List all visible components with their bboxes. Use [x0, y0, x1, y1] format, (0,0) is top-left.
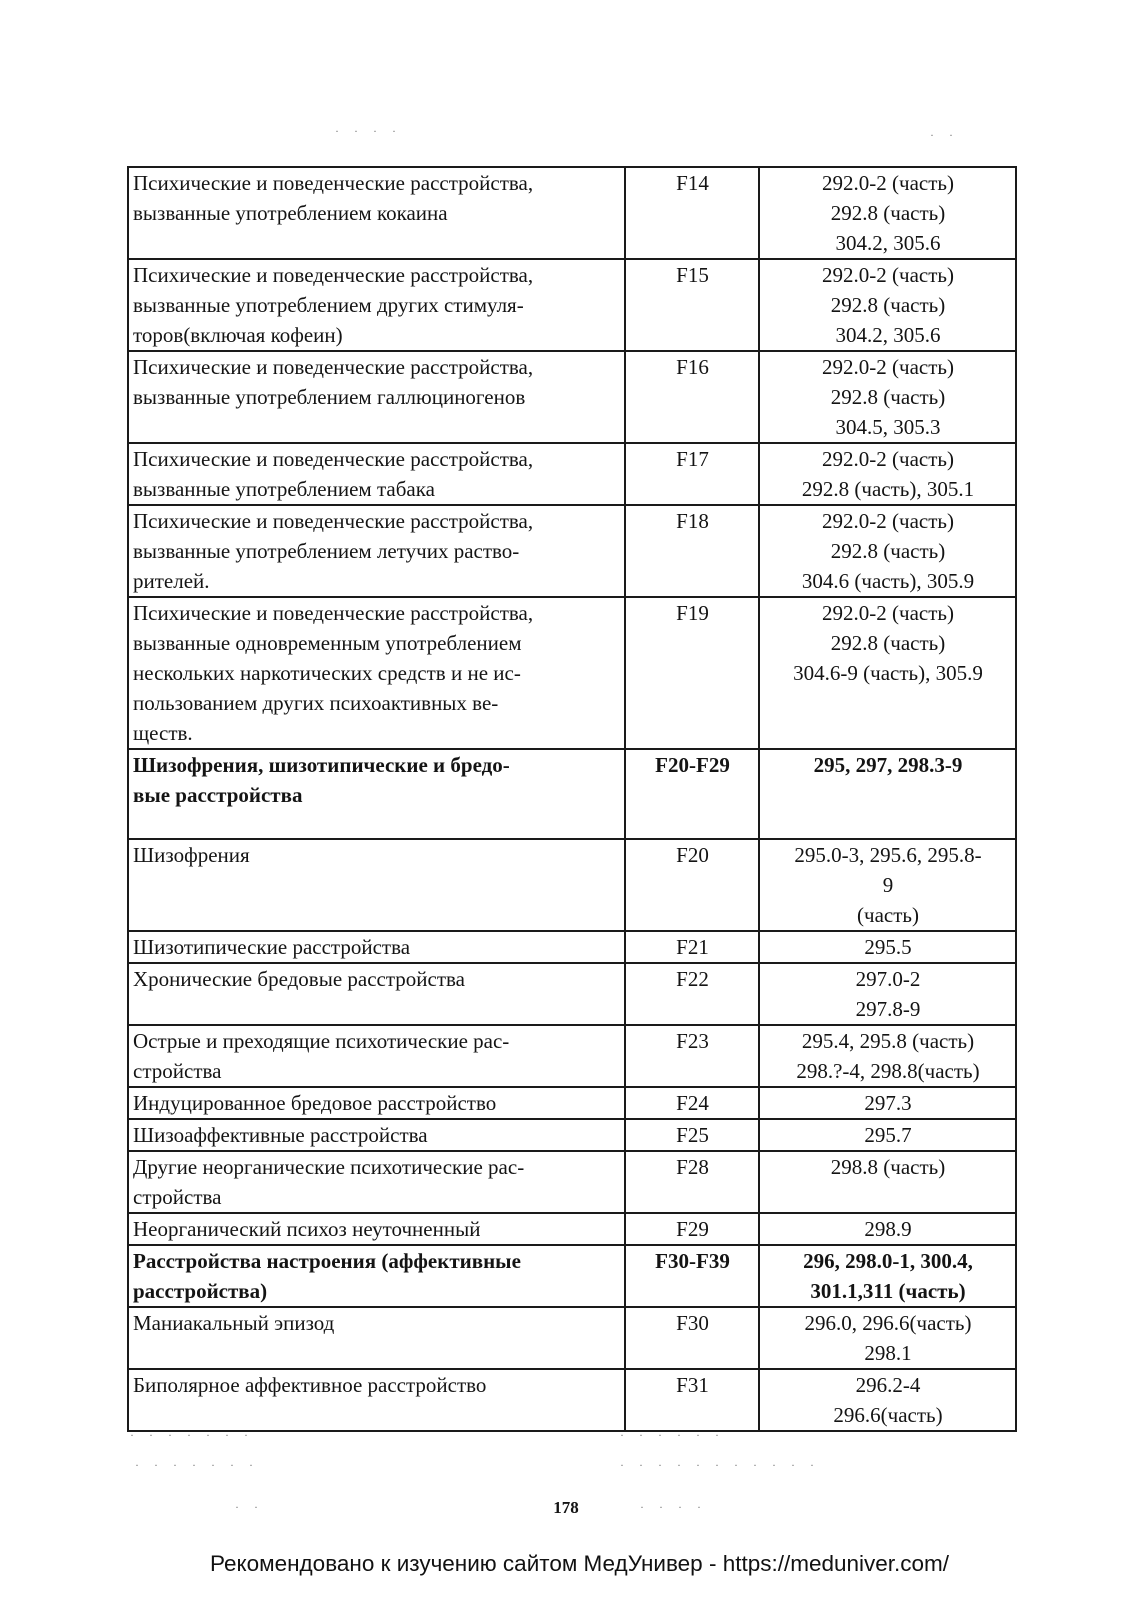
scan-speck: · · · · · · · [130, 1428, 254, 1442]
cell-text-line: Психические и поведенческие расстройства, [133, 447, 534, 471]
icd9-code-cell [759, 167, 1016, 259]
cell-text-line: Другие неорганические психотические рас- [133, 1155, 525, 1179]
icd9-code-cell [759, 351, 1016, 443]
cell-text-line: 292.0-2 (часть) [822, 171, 954, 195]
cell-text-line: 301.1,311 (часть) [810, 1279, 966, 1303]
cell-text-line: нескольких наркотических средств и не ис- [133, 661, 521, 685]
cell-text-line: 292.0-2 (часть) [822, 355, 954, 379]
footer-recommendation: Рекомендовано к изучению сайтом МедУнивер - https://meduniver.com/ [210, 1551, 950, 1576]
diagnosis-name-cell [128, 749, 625, 839]
icd9-code-cell [759, 1307, 1016, 1369]
diagnosis-name-cell [128, 1151, 625, 1213]
table-row [128, 1369, 1016, 1431]
cell-text-line: 296.0, 296.6(часть) [804, 1311, 972, 1335]
cell-text-line: 295, 297, 298.3-9 [813, 753, 963, 777]
cell-text-line: вызванные употреблением других стимуля- [133, 293, 524, 317]
diagnosis-name-cell [128, 1087, 625, 1119]
scan-speck: · · [235, 1500, 264, 1514]
cell-text-line: 292.8 (часть) [830, 201, 946, 225]
table-row [128, 1151, 1016, 1213]
cell-text-line: F14 [676, 171, 709, 195]
table-row [128, 505, 1016, 597]
diagnosis-name-cell [128, 167, 625, 259]
diagnosis-name-cell [128, 1213, 625, 1245]
icd10-code-cell [625, 351, 759, 443]
cell-text-line: F15 [676, 263, 709, 287]
cell-text-line: рителей. [133, 569, 210, 593]
cell-text-line: 292.8 (часть) [830, 539, 946, 563]
cell-text-line: 292.0-2 (часть) [822, 601, 954, 625]
icd10-code-cell [625, 1307, 759, 1369]
icd9-code-cell [759, 1087, 1016, 1119]
cell-text-line: 304.2, 305.6 [835, 231, 941, 255]
table-body [128, 167, 1016, 1431]
icd10-code-cell [625, 1245, 759, 1307]
icd9-code-cell [759, 839, 1016, 931]
cell-text-line: (часть) [857, 903, 919, 927]
icd10-code-cell [625, 931, 759, 963]
cell-text-line: 292.8 (часть) [830, 631, 946, 655]
icd10-code-cell [625, 443, 759, 505]
cell-text-line: F17 [676, 447, 709, 471]
diagnosis-name-cell [128, 597, 625, 749]
cell-text-line: 297.8-9 [855, 997, 921, 1021]
cell-text-line: 295.0-3, 295.6, 295.8- [794, 843, 982, 867]
cell-text-line: F29 [676, 1217, 709, 1241]
cell-text-line: Шизофрения, шизотипические и бредо- [133, 753, 510, 777]
diagnosis-name-cell [128, 1119, 625, 1151]
cell-text-line: F20 [676, 843, 709, 867]
cell-text-line: вые расстройства [133, 783, 303, 807]
cell-text-line: Неорганический психоз неуточненный [133, 1217, 481, 1241]
cell-text-line: F28 [676, 1155, 709, 1179]
diagnosis-name-cell [128, 1025, 625, 1087]
diagnosis-name-cell [128, 259, 625, 351]
cell-text-line: расстройства) [133, 1279, 268, 1303]
cell-text-line: вызванные одновременным употреблением [133, 631, 522, 655]
cell-text-line: F30-F39 [655, 1249, 730, 1273]
icd9-code-cell [759, 1151, 1016, 1213]
cell-text-line: 292.8 (часть) [830, 385, 946, 409]
cell-text-line: 298.8 (часть) [830, 1155, 946, 1179]
icd10-code-cell [625, 839, 759, 931]
icd10-code-cell [625, 1213, 759, 1245]
cell-text-line: 298.9 [864, 1217, 912, 1241]
icd9-code-cell [759, 1245, 1016, 1307]
cell-text-line: стройства [133, 1185, 222, 1209]
diagnosis-name-cell [128, 931, 625, 963]
table-row [128, 963, 1016, 1025]
table-row [128, 749, 1016, 839]
cell-text-line: F22 [676, 967, 709, 991]
cell-text-line: 292.8 (часть) [830, 293, 946, 317]
table-row [128, 931, 1016, 963]
table-row [128, 1025, 1016, 1087]
diagnosis-name-cell [128, 505, 625, 597]
cell-text-line: 298.1 [864, 1341, 912, 1365]
cell-text-line: пользованием других психоактивных ве- [133, 691, 499, 715]
diagnosis-name-cell [128, 963, 625, 1025]
cell-text-line: F20-F29 [655, 753, 730, 777]
icd9-code-cell [759, 931, 1016, 963]
cell-text-line: 296.2-4 [855, 1373, 921, 1397]
cell-text-line: Психические и поведенческие расстройства, [133, 171, 534, 195]
cell-text-line: 295.5 [864, 935, 912, 959]
cell-text-line: 304.6-9 (часть), 305.9 [793, 661, 983, 685]
cell-text-line: вызванные употреблением летучих раство- [133, 539, 520, 563]
page-number: 178 [553, 1498, 579, 1517]
scan-speck: · · · · [335, 124, 402, 138]
cell-text-line: 292.0-2 (часть) [822, 509, 954, 533]
scan-speck: · · · · · · · · · · · [620, 1458, 820, 1472]
cell-text-line: 297.0-2 [855, 967, 921, 991]
icd10-code-cell [625, 963, 759, 1025]
cell-text-line: F24 [676, 1091, 709, 1115]
icd9-code-cell [759, 963, 1016, 1025]
cell-text-line: Шизоаффективные расстройства [133, 1123, 428, 1147]
cell-text-line: 295.7 [864, 1123, 912, 1147]
cell-text-line: 296.6(часть) [833, 1403, 943, 1427]
cell-text-line: вызванные употреблением кокаина [133, 201, 448, 225]
scan-speck: · · · · · · [620, 1428, 725, 1442]
icd10-code-cell [625, 1151, 759, 1213]
diagnosis-name-cell [128, 1369, 625, 1431]
scan-speck: · · · · [640, 1500, 707, 1514]
cell-text-line: Индуцированное бредовое расстройство [133, 1091, 497, 1115]
cell-text-line: Психические и поведенческие расстройства, [133, 509, 534, 533]
icd9-code-cell [759, 259, 1016, 351]
cell-text-line: 9 [882, 873, 894, 897]
icd9-code-cell [759, 1369, 1016, 1431]
icd10-code-cell [625, 1025, 759, 1087]
icd9-code-cell [759, 1119, 1016, 1151]
cell-text-line: вызванные употреблением табака [133, 477, 435, 501]
table-row [128, 1119, 1016, 1151]
table-row [128, 351, 1016, 443]
icd9-code-cell [759, 597, 1016, 749]
cell-text-line: Маниакальный эпизод [133, 1311, 335, 1335]
icd9-code-cell [759, 1213, 1016, 1245]
cell-text-line: F23 [676, 1029, 709, 1053]
icd10-code-cell [625, 1369, 759, 1431]
cell-text-line: F31 [676, 1373, 709, 1397]
cell-text-line: F30 [676, 1311, 709, 1335]
table-row [128, 1307, 1016, 1369]
icd10-code-cell [625, 1119, 759, 1151]
icd9-code-cell [759, 505, 1016, 597]
cell-text-line: 296, 298.0-1, 300.4, [803, 1249, 973, 1273]
cell-text-line: вызванные употреблением галлюциногенов [133, 385, 526, 409]
table-row [128, 597, 1016, 749]
icd9-code-cell [759, 1025, 1016, 1087]
icd9-code-cell [759, 443, 1016, 505]
cell-text-line: Хронические бредовые расстройства [133, 967, 465, 991]
cell-text-line: 292.0-2 (часть) [822, 263, 954, 287]
cell-text-line: Острые и преходящие психотические рас- [133, 1029, 510, 1053]
diagnosis-name-cell [128, 1245, 625, 1307]
cell-text-line: F16 [676, 355, 709, 379]
scan-speck: · · [930, 128, 959, 142]
cell-text-line: Психические и поведенческие расстройства, [133, 601, 534, 625]
cell-text-line: 304.2, 305.6 [835, 323, 941, 347]
cell-text-line: Биполярное аффективное расстройство [133, 1373, 487, 1397]
icd10-code-cell [625, 259, 759, 351]
cell-text-line: 304.6 (часть), 305.9 [801, 569, 975, 593]
cell-text-line: торов(включая кофеин) [133, 323, 343, 347]
cell-text-line: Психические и поведенческие расстройства, [133, 355, 534, 379]
cell-text-line: F19 [676, 601, 709, 625]
cell-text-line: 295.4, 295.8 (часть) [801, 1029, 975, 1053]
table-row [128, 259, 1016, 351]
table-row [128, 167, 1016, 259]
cell-text-line: 298.?-4, 298.8(часть) [796, 1059, 980, 1083]
cell-text-line: F25 [676, 1123, 709, 1147]
diagnosis-name-cell [128, 351, 625, 443]
icd10-code-cell [625, 1087, 759, 1119]
diagnosis-name-cell [128, 1307, 625, 1369]
table-row [128, 443, 1016, 505]
cell-text-line: ществ. [133, 721, 193, 745]
icd10-code-cell [625, 167, 759, 259]
table-row [128, 1213, 1016, 1245]
cell-text-line: Психические и поведенческие расстройства, [133, 263, 534, 287]
cell-text-line: 292.0-2 (часть) [822, 447, 954, 471]
cell-text-line: 292.8 (часть), 305.1 [801, 477, 975, 501]
cell-text-line: Шизофрения [133, 843, 250, 867]
icd10-code-cell [625, 749, 759, 839]
cell-text-line: Расстройства настроения (аффективные [133, 1249, 521, 1273]
icd10-code-cell [625, 505, 759, 597]
table-row [128, 1245, 1016, 1307]
icd10-code-cell [625, 597, 759, 749]
cell-text-line: 304.5, 305.3 [835, 415, 941, 439]
table-row [128, 839, 1016, 931]
diagnosis-code-table [127, 166, 1017, 1432]
table-row [128, 1087, 1016, 1119]
scan-speck: · · · · · · · [135, 1458, 259, 1472]
cell-text-line: F21 [676, 935, 709, 959]
diagnosis-name-cell [128, 443, 625, 505]
cell-text-line: 297.3 [864, 1091, 912, 1115]
cell-text-line: Шизотипические расстройства [133, 935, 411, 959]
cell-text-line: F18 [676, 509, 709, 533]
cell-text-line: стройства [133, 1059, 222, 1083]
icd9-code-cell [759, 749, 1016, 839]
diagnosis-name-cell [128, 839, 625, 931]
